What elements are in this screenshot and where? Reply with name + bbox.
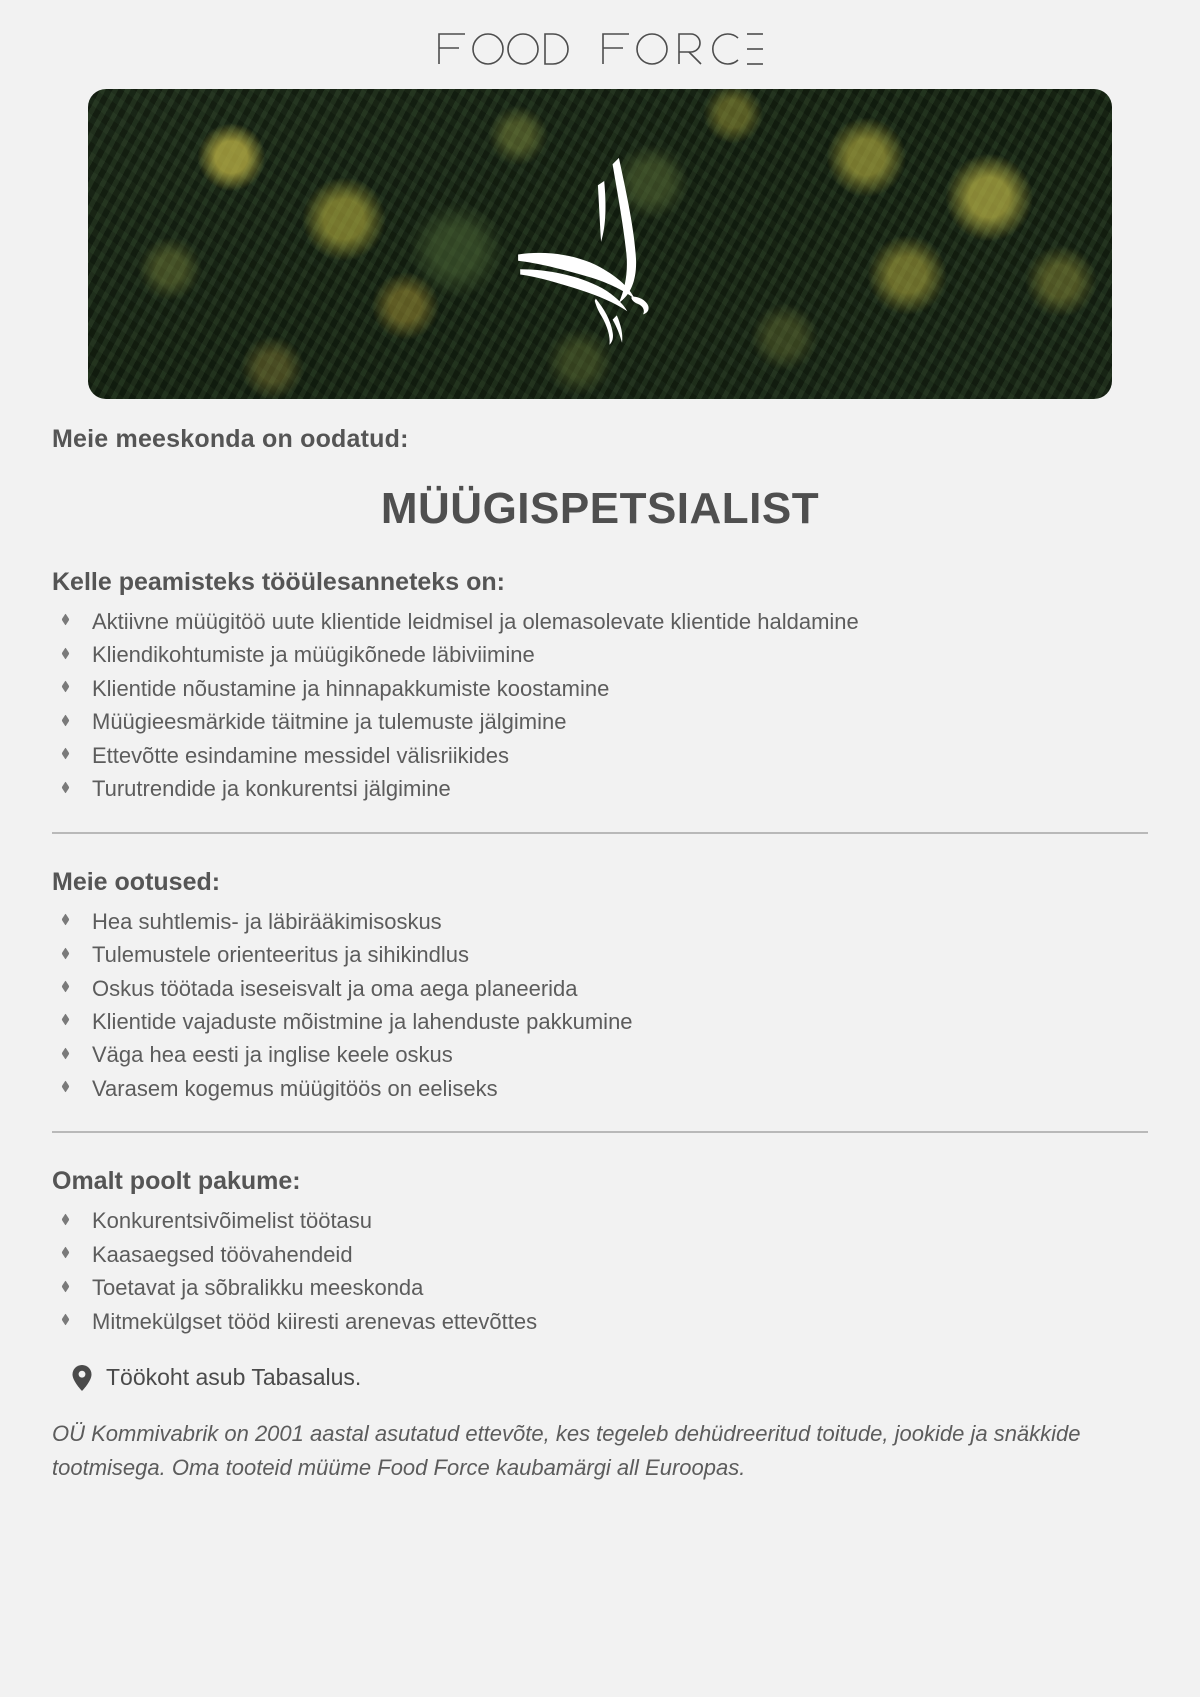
list-item [52,1271,1148,1304]
bullet-marker-icon [62,1280,70,1292]
bullet-marker-icon [62,1247,70,1259]
bullet-marker-icon [62,614,70,626]
list-item-label: Klientide vajaduste mõistmine ja lahenduste pakkumine [92,1008,633,1034]
hero-image-container [0,89,1200,399]
list-item-label: Väga hea eesti ja inglise keele oskus [92,1042,453,1068]
section-duties [52,568,1148,806]
section-divider [52,1131,1148,1133]
bullet-marker-icon [62,914,70,926]
bullet-marker-icon [62,681,70,693]
section-heading-offer: Omalt poolt pakume: [52,1167,301,1196]
list-item [52,672,1148,705]
list-item-label: Kaasaegsed töövahendeid [92,1241,353,1267]
list-item-label: Klientide nõustamine ja hinnapakkumiste koostamine [92,675,610,701]
list-item [52,605,1148,638]
list-item-label: Kliendikohtumiste ja müügikõnede läbiviimine [92,642,535,668]
list-item [52,739,1148,772]
company-about-text: OÜ Kommivabrik on 2001 aastal asutatud ettevõte, kes tegeleb dehüdreeritud toitude, jookide ja snäkkide tootmisega. Oma tooteid müüme Food Force kaubamärgi all Euroopas. [52,1421,1081,1481]
food-force-logo-icon [435,28,765,68]
bullet-marker-icon [62,1313,70,1325]
list-item [52,705,1148,738]
list-item-label: Aktiivne müügitöö uute klientide leidmisel ja olemasolevate klientide haldamine [92,609,859,634]
list-item-label: Mitmekülgset tööd kiiresti arenevas ettevõttes [92,1308,538,1334]
list-item [52,772,1148,805]
location-line [52,1364,1148,1391]
location-text: Töökoht asub Tabasalus. [106,1364,362,1390]
list-item-label: Varasem kogemus müügitöös on eeliseks [92,1075,498,1101]
list-item-label: Konkurentsivõimelist töötasu [92,1208,373,1234]
list-item-label: Müügieesmärkide täitmine ja tulemuste jälgimine [92,709,567,735]
list-item [52,905,1148,938]
brand-header [0,0,1200,89]
section-heading-expectations: Meie ootused: [52,867,221,896]
job-ad-content [0,425,1200,1486]
falcon-emblem-icon [495,139,705,349]
list-item [52,972,1148,1005]
lead-line: Meie meeskonda on oodatud: [52,425,409,453]
bullet-marker-icon [62,748,70,760]
page-title: MÜÜGISPETSIALIST [380,484,820,533]
list-item [52,1204,1148,1237]
list-item [52,938,1148,971]
list-item [52,1305,1148,1338]
bullet-marker-icon [62,1081,70,1093]
list-item-label: Turutrendide ja konkurentsi jälgimine [92,776,451,802]
bullet-marker-icon [62,1047,70,1059]
list-item [52,1072,1148,1105]
list-item-label: Ettevõtte esindamine messidel välisriikides [92,742,509,768]
bullet-marker-icon [62,781,70,793]
list-item [52,638,1148,671]
forest-photo [88,89,1112,399]
list-item [52,1238,1148,1271]
duties-list [52,605,1148,806]
expectations-list [52,905,1148,1106]
section-heading-duties: Kelle peamisteks tööülesanneteks on: [52,568,505,596]
bullet-marker-icon [62,714,70,726]
offer-list [52,1204,1148,1338]
section-expectations [52,868,1148,1106]
section-offer [52,1167,1148,1338]
map-pin-icon [72,1365,92,1391]
bullet-marker-icon [62,1213,70,1225]
list-item-label: Hea suhtlemis- ja läbirääkimisoskus [92,908,442,934]
list-item-label: Toetavat ja sõbralikku meeskonda [92,1275,424,1301]
bullet-marker-icon [62,1014,70,1026]
bullet-marker-icon [62,980,70,992]
list-item-label: Tulemustele orienteeritus ja sihikindlus [92,942,470,968]
bullet-marker-icon [62,647,70,659]
bullet-marker-icon [62,947,70,959]
section-divider [52,832,1148,834]
list-item-label: Oskus töötada iseseisvalt ja oma aega planeerida [92,975,578,1001]
list-item [52,1005,1148,1038]
list-item [52,1038,1148,1071]
